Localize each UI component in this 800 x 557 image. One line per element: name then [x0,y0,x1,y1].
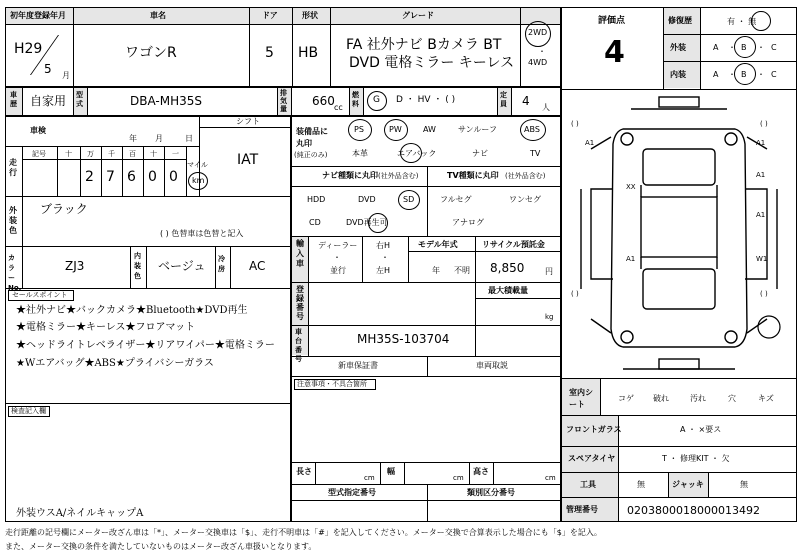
nav-sd: SD [403,195,415,204]
mileage-unit-1: 十 [65,150,72,158]
interior-grade-b: B [741,70,747,79]
seat-koge: コゲ [618,394,634,403]
exterior-grade-a: A [713,43,719,52]
mgmt-label: 管理番号 [566,505,598,514]
import-label: 輸入車 [296,239,304,268]
repair-label: 修復歴 [668,16,692,25]
right-h: 右H [376,241,391,250]
shift-label: シフト [236,117,260,126]
jack-value: 無 [740,480,748,489]
inspection-year: 年 [129,134,137,143]
dealer: ディーラー [318,241,358,250]
fuel-label: 燃料 [352,91,359,108]
score-label: 評価点 [598,16,626,26]
month-unit: 月 [62,71,70,80]
sales-point-3: ★ヘッドライトレベライザー★リアワイパー★電格ミラー [16,340,275,351]
grade-label: グレード [402,11,434,20]
nav-cd: CD [309,218,321,227]
equipment-label-1: 装備品に [296,127,328,136]
seat-kizu: キズ [758,394,774,403]
mark-a1-3: A1 [756,171,766,179]
warranty-label: 新車保証書 [338,361,378,370]
glass-value: A ・ ×要ス [680,425,722,434]
km-label: km [192,176,205,185]
mileage-unit-0: 記号 [32,150,46,158]
repair-selected-circle [751,11,771,31]
car-name-label: 車名 [150,11,166,20]
mark-a1-5: A1 [756,211,766,219]
height-unit: cm [545,474,556,482]
doors: 5 [265,45,274,61]
equip-aw: AW [423,125,436,134]
mileage-digit-5: 0 [169,169,178,185]
nav-hdd: HDD [307,195,326,204]
mark-a1-4: A1 [626,255,636,263]
sales-point-2: ★電格ミラー★キーレス★フロアマット [16,322,196,333]
length-unit: cm [364,474,375,482]
left-h: 左H [376,266,391,275]
sales-point-label: セールスポイント [12,291,68,299]
color-no-label: カラーNo. [8,254,22,292]
tv-label: TV種類に丸印 [447,171,499,180]
equip-ps: PS [354,125,364,134]
tv-oneseg: ワンセグ [509,195,541,204]
width-label: 幅 [387,467,395,476]
inspection-month: 月 [155,134,163,143]
fuel-g: G [373,95,380,105]
spare-value: T ・ 修理KIT ・ 欠 [662,454,730,463]
nav-sub: (社外品含む) [378,172,419,180]
paren-2: ( ) [760,120,768,128]
reg-year-label: 初年度登録年月 [10,11,66,20]
footer-line2: また、メーター交換の条件を満たしていないものはメーター改ざん車扱いとなります。 [5,542,317,551]
mile-label: マイル [187,161,208,169]
shift: IAT [237,152,259,168]
model-year-value: 不明 [454,266,470,275]
tools-label: 工具 [580,480,596,489]
mileage-label: 走行 [9,158,17,177]
mgmt-value: 0203800018000013492 [627,504,760,517]
reg-month: 5 [44,62,52,76]
paren-1: ( ) [571,120,579,128]
grade-line2: DVD 電格ミラー キーレス [349,55,515,71]
equip-airbag: エアバック [397,149,437,158]
max-load-label: 最大積載量 [488,286,528,295]
category-label: 類別区分番号 [467,488,515,497]
displacement-label: 排気量 [280,89,287,113]
chassis: MH35S-103704 [357,332,450,346]
displacement: 660 [312,94,335,108]
spare-label: スペアタイヤ [568,454,616,463]
exterior-grade-c: C [771,43,777,52]
registered-label: 登録番号 [296,285,304,321]
color-no: ZJ3 [65,259,85,273]
type: DBA-MH35S [130,94,203,108]
width-unit: cm [453,474,464,482]
inspection-day: 日 [185,134,193,143]
repair-options: 有 ・ 無 [727,17,757,26]
drive-4wd: 4WD [528,58,548,67]
mileage-unit-2: 万 [87,150,94,158]
glass-label: フロントガラス [566,425,622,434]
mileage-digit-2: 7 [106,169,115,185]
paren-3: ( ) [571,290,579,298]
equip-sunroof: サンルーフ [458,125,497,134]
seat-ana: 穴 [728,394,736,403]
manual-label: 車両取説 [476,361,508,370]
nav-dvd-play: DVD再生可 [346,218,388,227]
car-name: ワゴンR [125,45,177,61]
equip-tv: TV [530,149,541,158]
inspection-label: 車検 [30,126,46,135]
top-header-bg [6,8,560,24]
interior-color: ベージュ [158,259,206,273]
use-label: 車歴 [10,91,17,108]
seat-yabure: 破れ [653,394,669,403]
mark-w1: W1 [756,255,768,263]
mark-a1-1: A1 [585,139,595,147]
equip-leather: 本革 [352,149,368,158]
score: 4 [604,35,625,70]
type-label: 型式 [76,91,83,108]
car-diagram [561,89,797,379]
equip-pw: PW [389,125,402,134]
type-spec-label: 型式指定番号 [328,488,376,497]
capacity: 4 [522,94,530,108]
mileage-digit-1: 2 [85,169,94,185]
shape: HB [298,45,319,61]
mileage-unit-6: 一 [172,150,179,158]
use: 自家用 [30,94,67,108]
mark-xx: XX [626,183,636,191]
exterior-label: 外装 [670,43,686,52]
model-year-label: モデル年式 [418,240,458,249]
fuel-options: D ・ HV ・ ( ) [396,95,456,105]
seat-label: 室内シート [569,388,593,409]
tv-fullseg: フルセグ [440,195,472,204]
equipment-sub: (純正のみ) [294,151,328,159]
shape-label: 形状 [302,11,318,20]
mark-a1-2: A1 [756,139,766,147]
recycle-label: リサイクル預託金 [482,240,545,249]
exterior-grade-b: B [741,43,747,52]
cc-unit: cc [334,103,343,112]
interior-color-label: 内装色 [134,252,141,280]
person-unit: 人 [542,103,550,112]
equip-abs: ABS [524,125,540,134]
tools-value: 無 [637,480,645,489]
drive-2wd: 2WD [528,28,548,37]
mileage-unit-5: 十 [150,150,157,158]
yen-unit: 円 [545,267,553,276]
ac-label: 冷房 [218,255,225,273]
equip-navi: ナビ [472,149,488,158]
tv-sub: (社外品含む) [505,172,546,180]
nav-label: ナビ種類に丸印 [322,171,378,180]
parallel: 並行 [330,266,346,275]
mileage-unit-3: 千 [108,150,115,158]
capacity-label: 定員 [500,91,507,108]
height-label: 高さ [473,467,489,476]
equipment-label-2: 丸印 [296,139,312,148]
inspector-label: 検査記入欄 [11,407,46,415]
inspector-note: 外装ウスA/ネイルキャップA [16,508,144,519]
tv-analog: アナログ [452,218,484,227]
mileage-digit-4: 0 [148,169,157,185]
interior-label: 内装 [670,70,686,79]
exterior-color-label: 外装色 [9,206,17,235]
color-note: ( ) 色替車は色替と記入 [160,229,244,238]
mileage-unit-4: 百 [129,150,136,158]
footer-line1: 走行距離の記号欄にメーター改ざん車は「*」、メーター交換車は「$」、走行不明車は「#」を記入してください。メーター交換で合算表示した場合にも「$」を記入。 [5,528,602,537]
exterior-color: ブラック [40,202,88,216]
ac: AC [249,259,266,273]
doors-label: ドア [262,11,278,20]
sales-point-1: ★社外ナビ★バックカメラ★Bluetooth★DVD再生 [16,305,248,316]
recycle-value: 8,850 [490,261,525,275]
notes-label: 注意事項・不具合箇所 [297,380,367,388]
mileage-digit-3: 6 [127,169,136,185]
chassis-label: 車台番号 [295,328,302,363]
interior-grade-c: C [771,70,777,79]
jack-label: ジャッキ [672,480,704,489]
reg-year: H29 [14,41,43,57]
grade-line1: FA 社外ナビ Bカメラ BT [346,37,502,53]
length-label: 長さ [296,467,312,476]
interior-grade-a: A [713,70,719,79]
kg-unit: kg [545,313,554,321]
model-year-unit: 年 [432,266,440,275]
seat-yogore: 汚れ [690,394,706,403]
nav-dvd: DVD [358,195,376,204]
paren-4: ( ) [760,290,768,298]
sales-point-4: ★Wエアバッグ★ABS★プライバシーガラス [16,358,214,369]
